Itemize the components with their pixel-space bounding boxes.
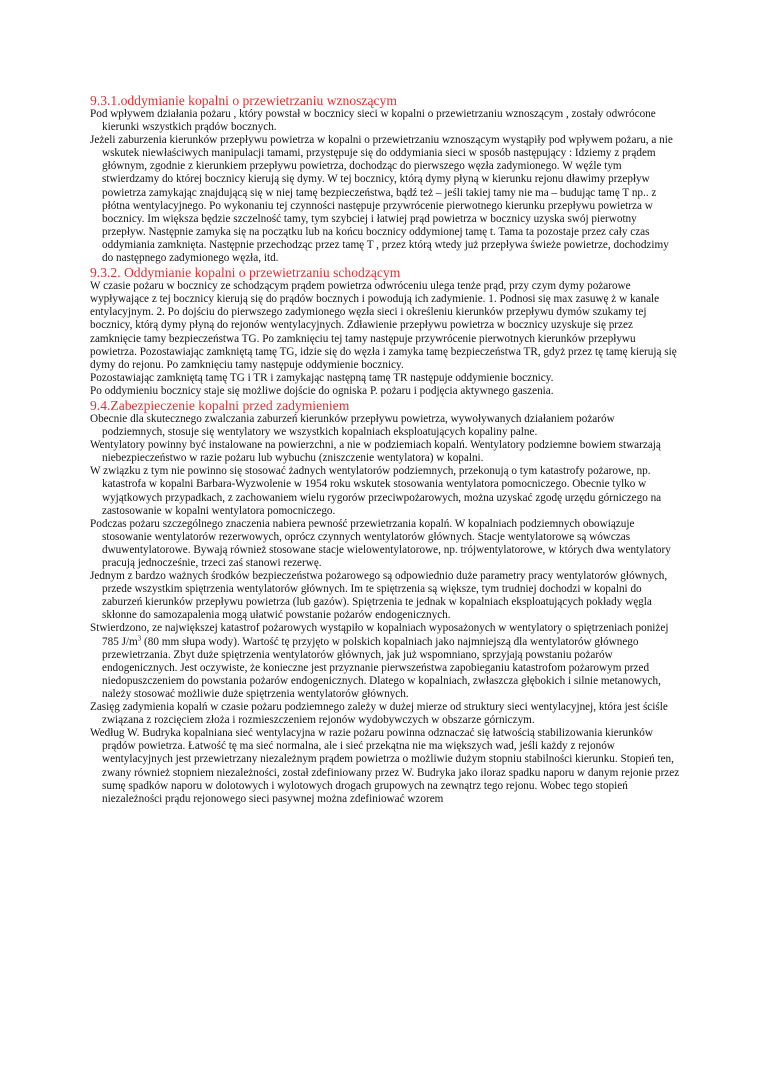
section-heading-9-3-1: 9.3.1.oddymianie kopalni o przewietrzaniu wznoszącym (90, 93, 397, 108)
paragraph-text: (80 mm słupa wody). Wartość tę przyjęto w polskich kopalniach jako najmniejszą dla wentylatorów głównego przewietrzania. Zbyt duże spiętrzenia wentylatorów głównych, jak już wspomniano, sprzyjają powstaniu pożarów endogenicznych. Jest oczywiste, że konieczne jest przyznanie pierwszeństwa zapobieganiu katastrofom pożarowym przed niedopuszczeniem do powstania pożarów endogenicznych. Dlatego w kopalniach, zwłaszcza głębokich i silnie metanowych, należy stosować możliwie duże spiętrzenia wentylatorów głównych. (102, 635, 661, 700)
paragraph-text: Stwierdzono, ze największej katastrof pożarowych wystąpiło w kopalniach wyposażonych w wentylatory o spiętrzeniach poniżej 785 J/m (90, 622, 669, 648)
paragraph: W związku z tym nie powinno się stosować żadnych wentylatorów podziemnych, przekonują o tym katastrofy pożarowe, np. katastrofa w kopalni Barbara-Wyzwolenie w 1954 roku wskutek stosowania wentylatora pomocniczego. Obecnie tylko w wyjątkowych przypadkach, z zachowaniem wielu rygorów przeciwpożarowych, można uzyskać zgodę urzędu górniczego na zastosowanie w kopalni wentylatora pomocniczego. (90, 465, 662, 517)
superscript: 3 (137, 633, 142, 642)
paragraph: Jeżeli zaburzenia kierunków przepływu powietrza w kopalni o przewietrzaniu wznoszącym wystąpiły pod wpływem pożaru, a nie wskutek niewłaściwych manipulacji tamami, przystępuje się do oddymiania sieci w sposób następujący : Idziemy z prądem głównym, zgodnie z kierunkiem przepływu powietrza, dochodząc do pierwszego węzła zadymionego. W węźle tym stwierdzamy do której bocznicy kierują się dymy. W tej bocznicy, którą dymy płyną w kierunku rejonu dławimy przepływ powietrza zamykając znajdującą się w niej tamę bezpieczeństwa, bądź też – jeśli takiej tamy nie ma – budując tamę T np.. z płótna wentylacyjnego. Po wykonaniu tej czynności następuje przywrócenie pierwotnego kierunku przepływu powietrza w bocznicy. Im większa będzie szczelność tamy, tym szybciej i łatwiej prąd powietrza w bocznicy uzyska swój pierwotny przepływ. Następnie zamyka się na początku lub na końcu bocznicy oddymionej tamę t. Tama ta pozostaje przez cały czas oddymiania zamknięta. Następnie przechodząc przez tamę T , przez którą wtedy już przepływa świeże powietrze, dochodzimy do następnego zadymionego węzła, itd. (90, 134, 673, 265)
paragraph: Według W. Budryka kopalniana sieć wentylacyjna w razie pożaru powinna odznaczać się łatwością stabilizowania kierunków prądów powietrza. Łatwość tę ma sieć normalna, ale i sieć przekątna nie ma większych wad, jeśli każdy z rejonów wentylacyjnych jest przewietrzany niezależnym prądem powietrza o możliwie dużym stopniu stabilności kierunku. Stopień ten, zwany również stopniem niezależności, został zdefiniowany przez W. Budryka jako iloraz spadku naporu w danym rejonie przez sumę spadków naporu w dolotowych i wylotowych drogach grupowych na zewnątrz tego rejonu. Wobec tego stopień niezależności prądu rejonowego sieci pasywnej można zdefiniować wzorem (90, 727, 680, 805)
paragraph: Wentylatory powinny być instalowane na powierzchni, a nie w podziemiach kopalń. Wentylatory podziemne bowiem stwarzają niebezpieczeństwo w razie pożaru lub wybuchu (zniszczenie wentylatora) w kopalni. (90, 439, 661, 465)
paragraph: Jednym z bardzo ważnych środków bezpieczeństwa pożarowego są odpowiednio duże parametry pracy wentylatorów głównych, przede wszystkim spiętrzenia wentylatorów głównych. Im te spiętrzenia są większe, tym trudniej dochodzi w kopalni do zaburzeń kierunków przepływu powietrza (lub gazów). Spiętrzenia te jednak w kopalniach eksploatujących pokłady węgla skłonne do samozapalenia mogą ułatwić powstanie pożarów endogenicznych. (90, 570, 668, 622)
paragraph: Pozostawiając zamkniętą tamę TG i TR i zamykając następną tamę TR następuje oddymienie bocznicy. (90, 371, 554, 384)
paragraph: Po oddymieniu bocznicy staje się możliwe dojście do ogniska P. pożaru i podjęcia aktywnego gaszenia. (90, 384, 554, 397)
paragraph: Zasięg zadymienia kopalń w czasie pożaru podziemnego zależy w dużej mierze od struktury sieci wentylacyjnej, która jest ściśle związana z rozcięciem złoża i rozmieszczeniem rejonów wydobywczych w obszarze górniczym. (90, 701, 668, 727)
section-heading-9-3-2: 9.3.2. Oddymianie kopalni o przewietrzaniu schodzącym (90, 265, 401, 281)
paragraph: Obecnie dla skutecznego zwalczania zaburzeń kierunków przepływu powietrza, wywoływanych działaniem pożarów podziemnych, stosuje się wentylatory we wszystkich kopalniach eksploatujących kopaliny palne. (90, 412, 615, 439)
paragraph: Podczas pożaru szczególnego znaczenia nabiera pewność przewietrzania kopalń. W kopalniach podziemnych obowiązuje stosowanie wentylatorów rezerwowych, oprócz czynnych wentylatorów głównych. Stacje wentylatorowe są wówczas dwuwentylatorowe. Bywają również stosowane stacje wielowentylatorowe, np. trójwentylatorowe, w których dwa wentylatory pracują jednocześnie, trzeci zaś stanowi rezerwę. (90, 517, 671, 569)
section-heading-9-4: 9.4.Zabezpieczenie kopalni przed zadymieniem (90, 397, 350, 413)
document-page (90, 93, 680, 806)
paragraph: Pod wpływem działania pożaru , który powstał w bocznicy sieci w kopalni o przewietrzaniu wznoszącym , zostały odwrócone kierunki wszystkich prądów bocznych. (90, 108, 656, 134)
paragraph (90, 622, 680, 701)
paragraph: W czasie pożaru w bocznicy ze schodzącym prądem powietrza odwróceniu ulega tenże prąd, przy czym dymy pożarowe wypływające z tej bocznicy kierują się do prądów bocznych i powodują ich zadymienie. 1. Podnosi się max zasuwę ż w kanale entylacyjnym. 2. Po dojściu do pierwszego zadymionego węzła sieci i określeniu kierunków przepływu dymów szukamy tej bocznicy, którą dymy płyną do rejonów wentylacyjnych. Zdławienie przepływu powietrza w bocznicy uzyskuje się przez zamknięcie tamy bezpieczeństwa TG. Po zamknięciu tej tamy następuje przywrócenie pierwotnych kierunków przepływu powietrza. Pozostawiając zamkniętą tamę TG, idzie się do węzła i zamyka tamę bezpieczeństwa TR, gdyż przez tę tamę kierują się dymy do rejonu. Po zamknięciu tamy następuje oddymienie bocznicy. (90, 280, 677, 371)
